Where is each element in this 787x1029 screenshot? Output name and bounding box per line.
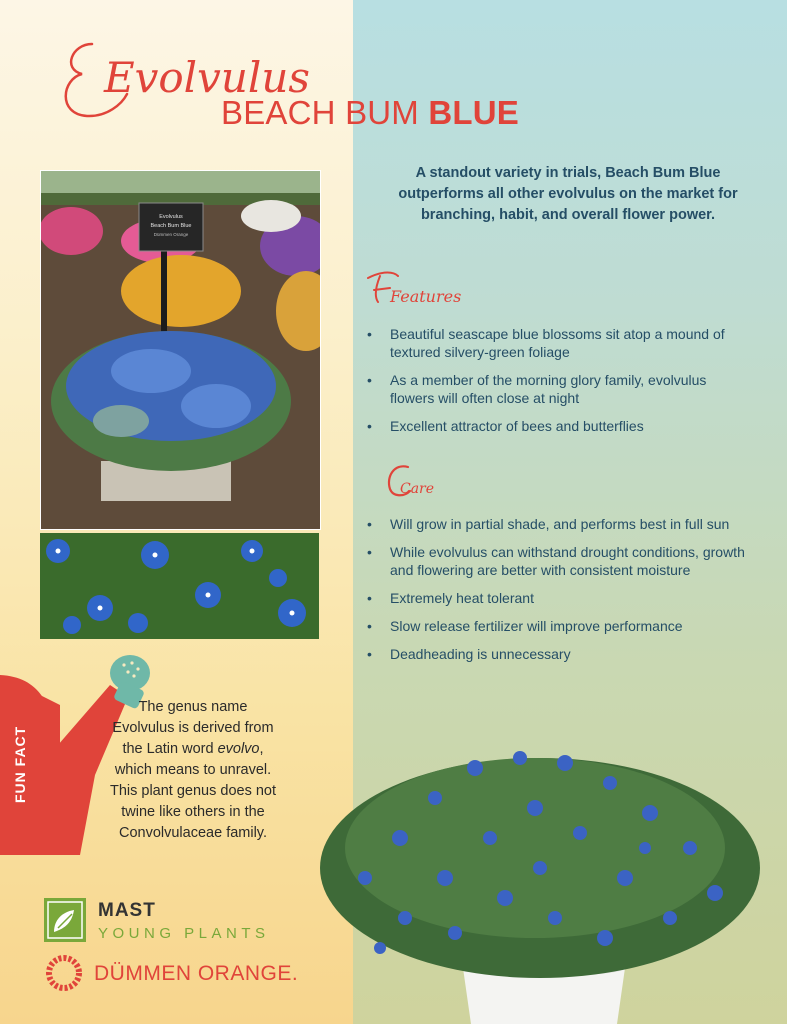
care-heading <box>380 455 480 503</box>
intro-paragraph: A standout variety in trials, Beach Bum Blue outperforms all other evolvulus on the market for branching, habit, and overall flower power. <box>398 165 738 223</box>
variety-name-bold: BLUE <box>428 94 520 131</box>
features-heading-text: Features <box>390 287 462 306</box>
variety-name <box>221 94 519 132</box>
list-item: • Will grow in partial shade, and performs best in full sun <box>364 515 754 533</box>
fun-fact-line: The genus name <box>138 699 248 715</box>
fun-fact-line: the Latin word evolvo, <box>122 741 264 757</box>
care-list <box>364 515 754 673</box>
fun-fact-line: Convolvulaceae family. <box>118 825 268 841</box>
list-item: • Beautiful seascape blue blossoms sit atop a mound of textured silvery-green foliage <box>364 325 754 361</box>
list-item: • Extremely heat tolerant <box>364 589 754 607</box>
mast-young-plants-logo <box>44 898 314 944</box>
fun-fact-label: FUN FACT <box>12 725 28 803</box>
list-item: • Slow release fertilizer will improve performance <box>364 617 754 635</box>
dummen-name: DÜMMEN ORANGE. <box>94 962 299 985</box>
fun-fact-line: This plant genus does not <box>109 783 277 799</box>
dummen-flower-icon <box>44 953 84 993</box>
sign-line2: Beach Bum Blue <box>150 223 192 229</box>
variety-name-regular: BEACH BUM <box>221 94 419 131</box>
trial-garden-photo <box>40 170 321 530</box>
fun-fact-line: twine like others in the <box>121 804 265 820</box>
care-heading-text: Care <box>400 481 435 497</box>
features-heading <box>364 262 494 310</box>
mast-subtitle: YOUNG PLANTS <box>98 925 270 942</box>
list-item: • Excellent attractor of bees and butterflies <box>364 417 754 435</box>
dummen-orange-logo <box>44 953 334 993</box>
sign-line3: Dümmen Orange <box>153 232 189 237</box>
sign-line1: Evolvulus <box>159 214 183 220</box>
fun-fact-line: which means to unravel. <box>114 762 272 778</box>
fun-fact-text <box>78 697 308 844</box>
flower-closeup-photo <box>40 533 319 639</box>
script-title-text: Evolvulus <box>104 53 310 102</box>
list-item: • While evolvulus can withstand drought conditions, growth and flowering are better with consistent moisture <box>364 543 754 579</box>
mast-leaf-icon <box>44 898 86 942</box>
mast-name: MAST <box>98 900 156 921</box>
list-item: • Deadheading is unnecessary <box>364 645 754 663</box>
fun-fact-line: Evolvulus is derived from <box>112 720 274 736</box>
list-item: • As a member of the morning glory family, evolvulus flowers will often close at night <box>364 371 754 407</box>
features-list <box>364 325 754 445</box>
potted-plant-image <box>305 728 765 1024</box>
